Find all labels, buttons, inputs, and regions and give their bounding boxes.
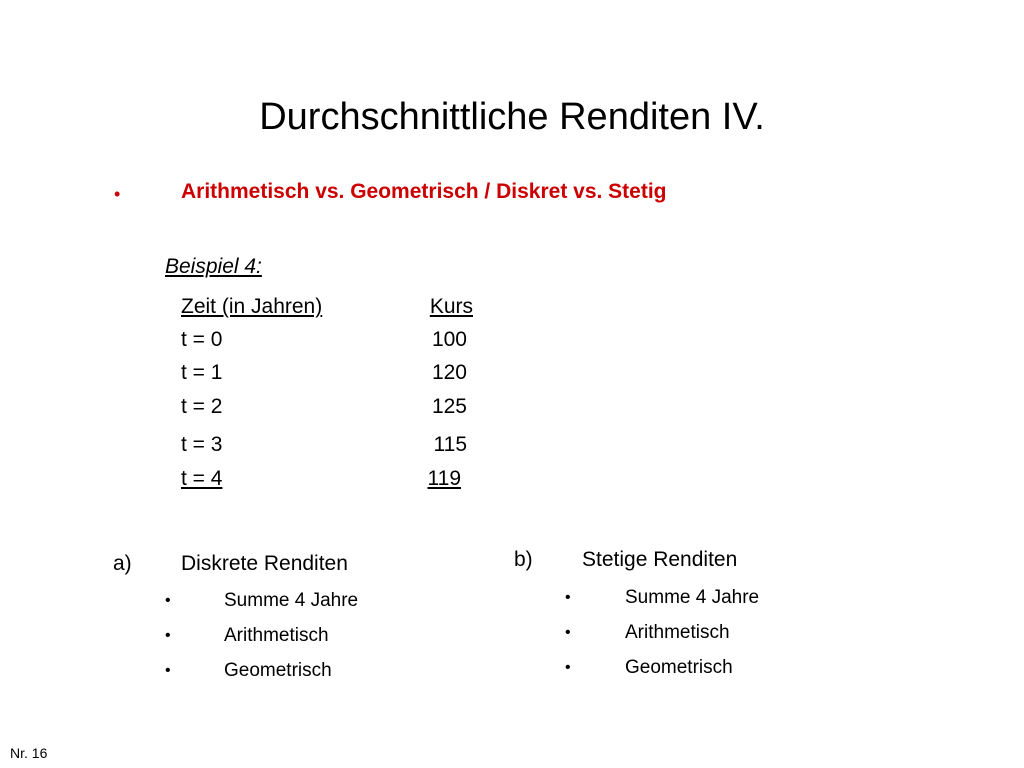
header-time: Zeit (in Jahren) (181, 295, 323, 318)
row-kurs: 115 (433, 433, 467, 456)
row-kurs: 119 (427, 467, 461, 490)
row-time: t = 1 (181, 361, 223, 384)
section-b-item-marker: • (565, 659, 571, 676)
main-bullet-text: Arithmetisch vs. Geometrisch / Diskret vs. Stetig (181, 180, 667, 203)
table-row (181, 433, 473, 467)
price-table (181, 295, 473, 497)
section-a-label: a) (113, 552, 132, 575)
section-a-item: Geometrisch (224, 660, 332, 681)
section-b-title: Stetige Renditen (582, 548, 738, 571)
header-kurs: Kurs (429, 295, 473, 318)
example-label: Beispiel 4: (165, 255, 262, 278)
row-time: t = 3 (181, 433, 223, 456)
section-a-item-marker: • (165, 627, 171, 644)
row-kurs: 125 (431, 395, 467, 418)
row-time: t = 4 (181, 467, 223, 490)
row-time: t = 0 (181, 328, 223, 351)
section-b-item-marker: • (565, 624, 571, 641)
slide-title: Durchschnittliche Renditen IV. (259, 96, 765, 138)
table-row (181, 361, 473, 395)
section-b-item: Summe 4 Jahre (625, 587, 760, 608)
section-a-item: Arithmetisch (224, 625, 329, 646)
section-a-title: Diskrete Renditen (181, 552, 348, 575)
section-b-label: b) (514, 548, 533, 571)
section-b-item-marker: • (565, 589, 571, 606)
row-kurs: 100 (431, 328, 467, 351)
table-header-row (181, 295, 473, 325)
section-a-item-marker: • (165, 592, 171, 609)
row-kurs: 120 (431, 361, 467, 384)
slide-number: Nr. 16 (10, 745, 48, 761)
section-b-item: Geometrisch (625, 657, 733, 678)
table-row (181, 467, 467, 497)
section-a-item: Summe 4 Jahre (224, 590, 359, 611)
row-time: t = 2 (181, 395, 223, 418)
table-row (181, 395, 473, 433)
section-a-item-marker: • (165, 662, 171, 679)
main-bullet-marker: • (114, 184, 121, 204)
table-row (181, 328, 473, 361)
section-b-item: Arithmetisch (625, 622, 730, 643)
